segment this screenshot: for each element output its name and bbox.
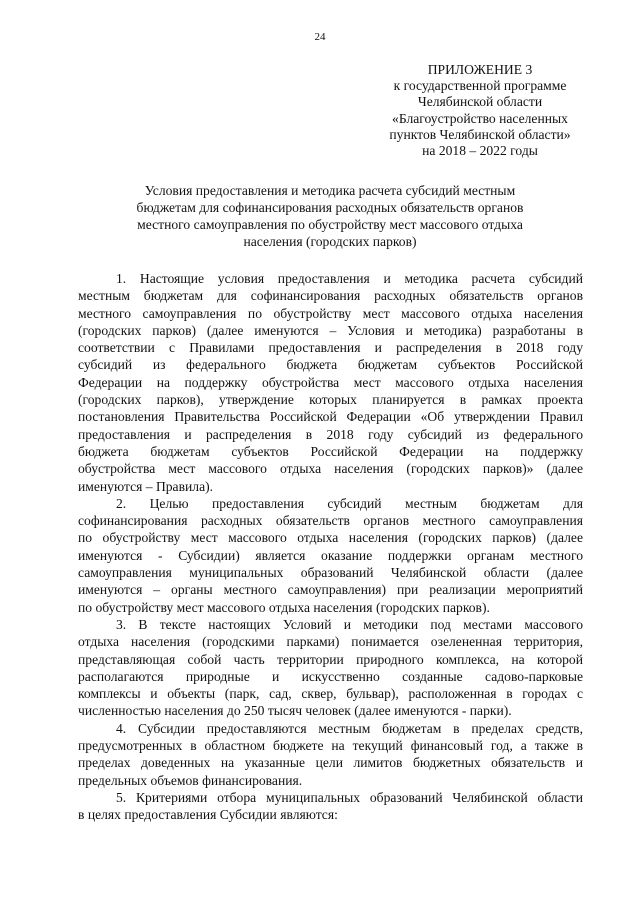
paragraph-line: численностью населения до 250 тысяч человек (далее именуются - парки). (78, 703, 512, 719)
paragraph-line: соответствии с Правилами предоставления и распределения в 2018 году (78, 340, 583, 356)
paragraph-line: комплексы и объекты (парк, сад, сквер, бульвар), расположенная в городах с (78, 686, 583, 702)
paragraph-2 (78, 495, 583, 616)
paragraph-line: (городских парков) (далее именуются – Условия и методика) разработаны в (78, 322, 583, 338)
paragraph-line: по обустройству мест массового отдыха населения (городских парков) (далее (78, 530, 583, 546)
paragraph-line: бюджета бюджетам субъектов Российской Федерации на поддержку (78, 443, 583, 459)
title-line: населения (городских парков) (243, 234, 417, 249)
paragraph-line: по обустройству мест массового отдыха населения (городских парков). (78, 599, 490, 615)
appendix-line: пунктов Челябинской области» (389, 126, 571, 142)
title-line: Условия предоставления и методика расчета субсидий местным (144, 183, 516, 198)
paragraph-3 (78, 616, 583, 720)
appendix-line: к государственной программе (393, 78, 567, 94)
paragraph-line: 2. Целью предоставления субсидий местным бюджетам для (116, 495, 583, 511)
paragraph-line: субсидий из федерального бюджета бюджетам субъектов Российской (78, 357, 583, 373)
paragraph-line: располагаются природные и искусственно созданные садово-парковые (78, 668, 583, 684)
paragraph-line: самоуправления муниципальных образований Челябинской области (далее (78, 565, 583, 581)
paragraph-line: 3. В тексте настоящих Условий и методики под местами массового (116, 616, 583, 632)
paragraph-line: предусмотренных в областном бюджете на текущий финансовый год, а также в (78, 738, 583, 754)
paragraph-line: (городских парков), утверждение которых планируется в рамках проекта (78, 392, 583, 408)
appendix-header (382, 62, 578, 159)
appendix-line: Челябинской области (417, 94, 543, 110)
appendix-line: «Благоустройство населенных (392, 110, 568, 126)
appendix-line: ПРИЛОЖЕНИЕ 3 (427, 62, 533, 77)
paragraph-line: Федерации на поддержку обустройства мест массового отдыха населения (78, 374, 583, 390)
paragraph-1 (78, 270, 583, 495)
paragraph-line: пределах доведенных на указанные цели лимитов бюджетных обязательств и (78, 755, 583, 771)
paragraph-line: обустройства мест массового отдыха населения (городских парков)» (далее (78, 461, 583, 477)
paragraph-line: отдыха населения (городскими парками) понимается озелененная территория, (78, 634, 583, 650)
paragraph-line: именуются – Правила). (78, 478, 214, 494)
title-line: местного самоуправления по обустройству мест массового отдыха (137, 217, 523, 232)
paragraph-line: постановления Правительства Российской Федерации «Об утверждении Правил (78, 409, 583, 425)
paragraph-line: 5. Критериями отбора муниципальных образований Челябинской области (116, 789, 583, 805)
paragraph-line: местным бюджетам для софинансирования расходных обязательств органов (78, 288, 583, 304)
title-line: бюджетам для софинансирования расходных обязательств органов (136, 200, 524, 215)
page-number: 24 (314, 31, 326, 43)
paragraph-line: именуются - Субсидии) является оказание поддержки органам местного (78, 547, 583, 563)
appendix-line: на 2018 – 2022 годы (422, 143, 538, 159)
paragraph-line: представляющая собой часть территории природного комплекса, на которой (78, 651, 583, 667)
paragraph-line: 4. Субсидии предоставляются местным бюджетам в пределах средств, (116, 720, 583, 736)
document-body (78, 270, 583, 824)
paragraph-line: именуются – органы местного самоуправления) при реализации мероприятий (78, 582, 583, 598)
paragraph-line: предоставления и распределения в 2018 году субсидий из федерального (78, 426, 583, 442)
paragraph-line: 1. Настоящие условия предоставления и методика расчета субсидий (116, 271, 583, 286)
paragraph-line: предельных объемов финансирования. (78, 772, 303, 788)
document-title (100, 182, 560, 250)
paragraph-line: софинансирования расходных обязательств органов местного самоуправления (78, 513, 583, 529)
paragraph-line: в целях предоставления Субсидии являются: (78, 807, 338, 823)
paragraph-line: местного самоуправления по обустройству мест массового отдыха населения (78, 305, 583, 321)
paragraph-4 (78, 720, 583, 789)
paragraph-5 (78, 789, 583, 824)
